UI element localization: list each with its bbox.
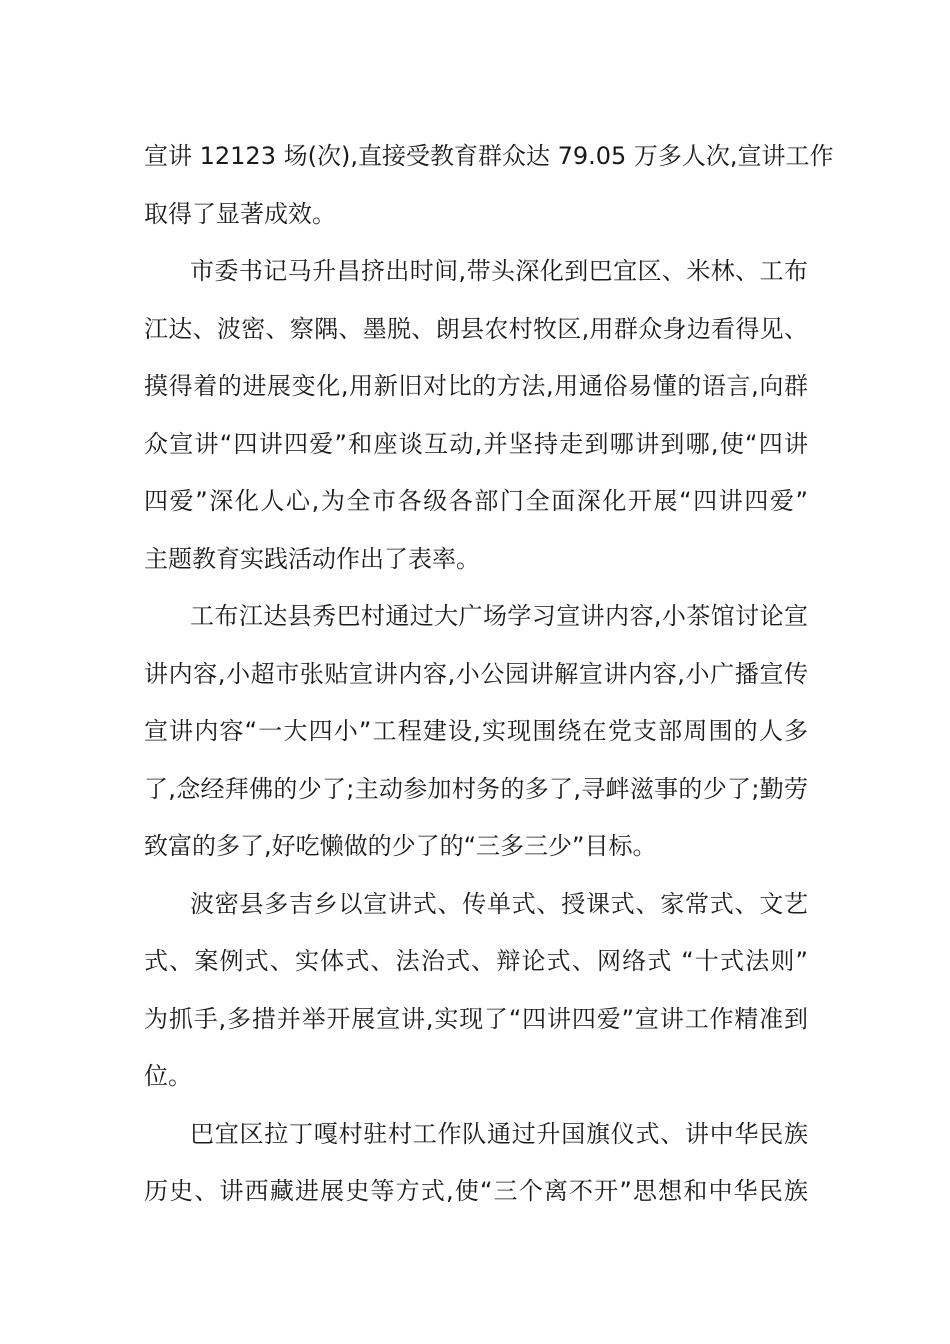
- text-line: 四爱”深化人心,为全市各级各部门全面深化开展“四讲四爱”: [144, 487, 808, 515]
- text-line: 宣讲 12123 场(次),直接受教育群众达 79.05 万多人次,宣讲工作: [144, 142, 834, 170]
- text-line: 众宣讲“四讲四爱”和座谈互动,并坚持走到哪讲到哪,使“四讲: [144, 429, 808, 458]
- text-line: 式、案例式、实体式、法治式、辩论式、网络式 “十式法则”: [144, 947, 808, 975]
- text-line: 江达、波密、察隅、墨脱、朗县农村牧区,用群众身边看得见、: [144, 314, 808, 343]
- paragraph-first-line: 市委书记马升昌挤出时间,带头深化到巴宜区、米林、工布: [190, 257, 808, 285]
- paragraph-first-line: 巴宜区拉丁嘎村驻村工作队通过升国旗仪式、讲中华民族: [190, 1119, 808, 1148]
- text-line: 宣讲内容“一大四小”工程建设,实现围绕在党支部周围的人多: [144, 717, 808, 745]
- text-line: 为抓手,多措并举开展宣讲,实现了“四讲四爱”宣讲工作精准到: [144, 1004, 808, 1033]
- text-line: 历史、讲西藏进展史等方式,使“三个离不开”思想和中华民族: [144, 1177, 808, 1205]
- paragraph-first-line: 工布江达县秀巴村通过大广场学习宣讲内容,小茶馆讨论宣: [190, 602, 808, 630]
- document-body: [144, 128, 834, 1221]
- text-line: 致富的多了,好吃懒做的少了的“三多三少”目标。: [144, 832, 657, 860]
- text-line: 主题教育实践活动作出了表率。: [144, 544, 480, 573]
- text-line: 位。: [144, 1062, 192, 1090]
- text-line: 取得了显著成效。: [144, 199, 336, 228]
- text-line: 了,念经拜佛的少了;主动参加村务的多了,寻衅滋事的少了;勤劳: [144, 774, 808, 803]
- text-line: 摸得着的进展变化,用新旧对比的方法,用通俗易懂的语言,向群: [144, 372, 808, 400]
- text-line: 讲内容,小超市张贴宣讲内容,小公园讲解宣讲内容,小广播宣传: [144, 659, 808, 688]
- paragraph-first-line: 波密县多吉乡以宣讲式、传单式、授课式、家常式、文艺: [190, 889, 808, 918]
